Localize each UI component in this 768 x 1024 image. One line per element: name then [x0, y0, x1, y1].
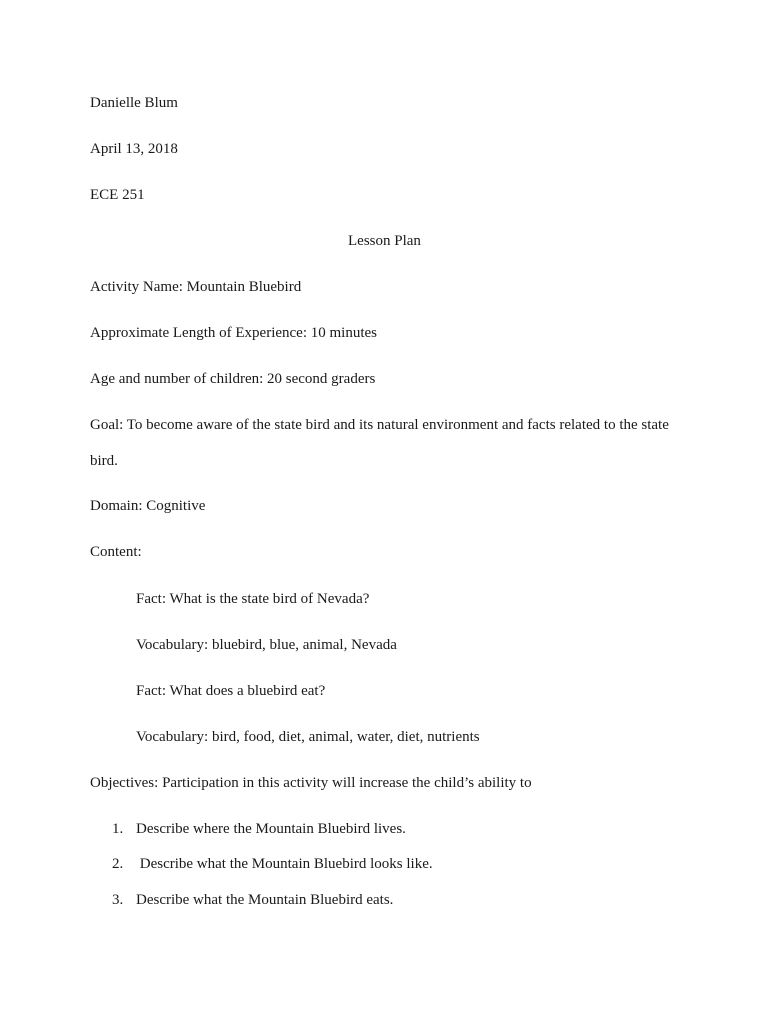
- document-title: Lesson Plan: [348, 233, 421, 249]
- content-item: Vocabulary: bird, food, diet, animal, water, diet, nutrients: [136, 729, 480, 745]
- content-item: Vocabulary: bluebird, blue, animal, Nevada: [136, 637, 397, 653]
- activity-name: Activity Name: Mountain Bluebird: [90, 279, 302, 295]
- age-and-number: Age and number of children: 20 second graders: [90, 371, 376, 387]
- objective-number: 1.: [112, 821, 124, 837]
- objective-text: Describe what the Mountain Bluebird looks like.: [136, 856, 433, 872]
- content-label: Content:: [90, 544, 142, 560]
- objective-text: Describe what the Mountain Bluebird eats.: [136, 892, 394, 908]
- objective-text: Describe where the Mountain Bluebird lives.: [136, 821, 406, 837]
- goal-line-2: bird.: [90, 453, 118, 469]
- content-item: Fact: What does a bluebird eat?: [136, 683, 326, 699]
- author-name: Danielle Blum: [90, 95, 178, 111]
- domain: Domain: Cognitive: [90, 498, 206, 514]
- objectives-intro: Objectives: Participation in this activity will increase the child’s ability to: [90, 775, 532, 791]
- date: April 13, 2018: [90, 141, 178, 157]
- goal-line-1: Goal: To become aware of the state bird and its natural environment and facts related to the state: [90, 417, 669, 433]
- content-item: Fact: What is the state bird of Nevada?: [136, 591, 370, 607]
- objective-number: 3.: [112, 892, 124, 908]
- course-code: ECE 251: [90, 187, 145, 203]
- experience-length: Approximate Length of Experience: 10 minutes: [90, 325, 377, 341]
- objective-number: 2.: [112, 856, 124, 872]
